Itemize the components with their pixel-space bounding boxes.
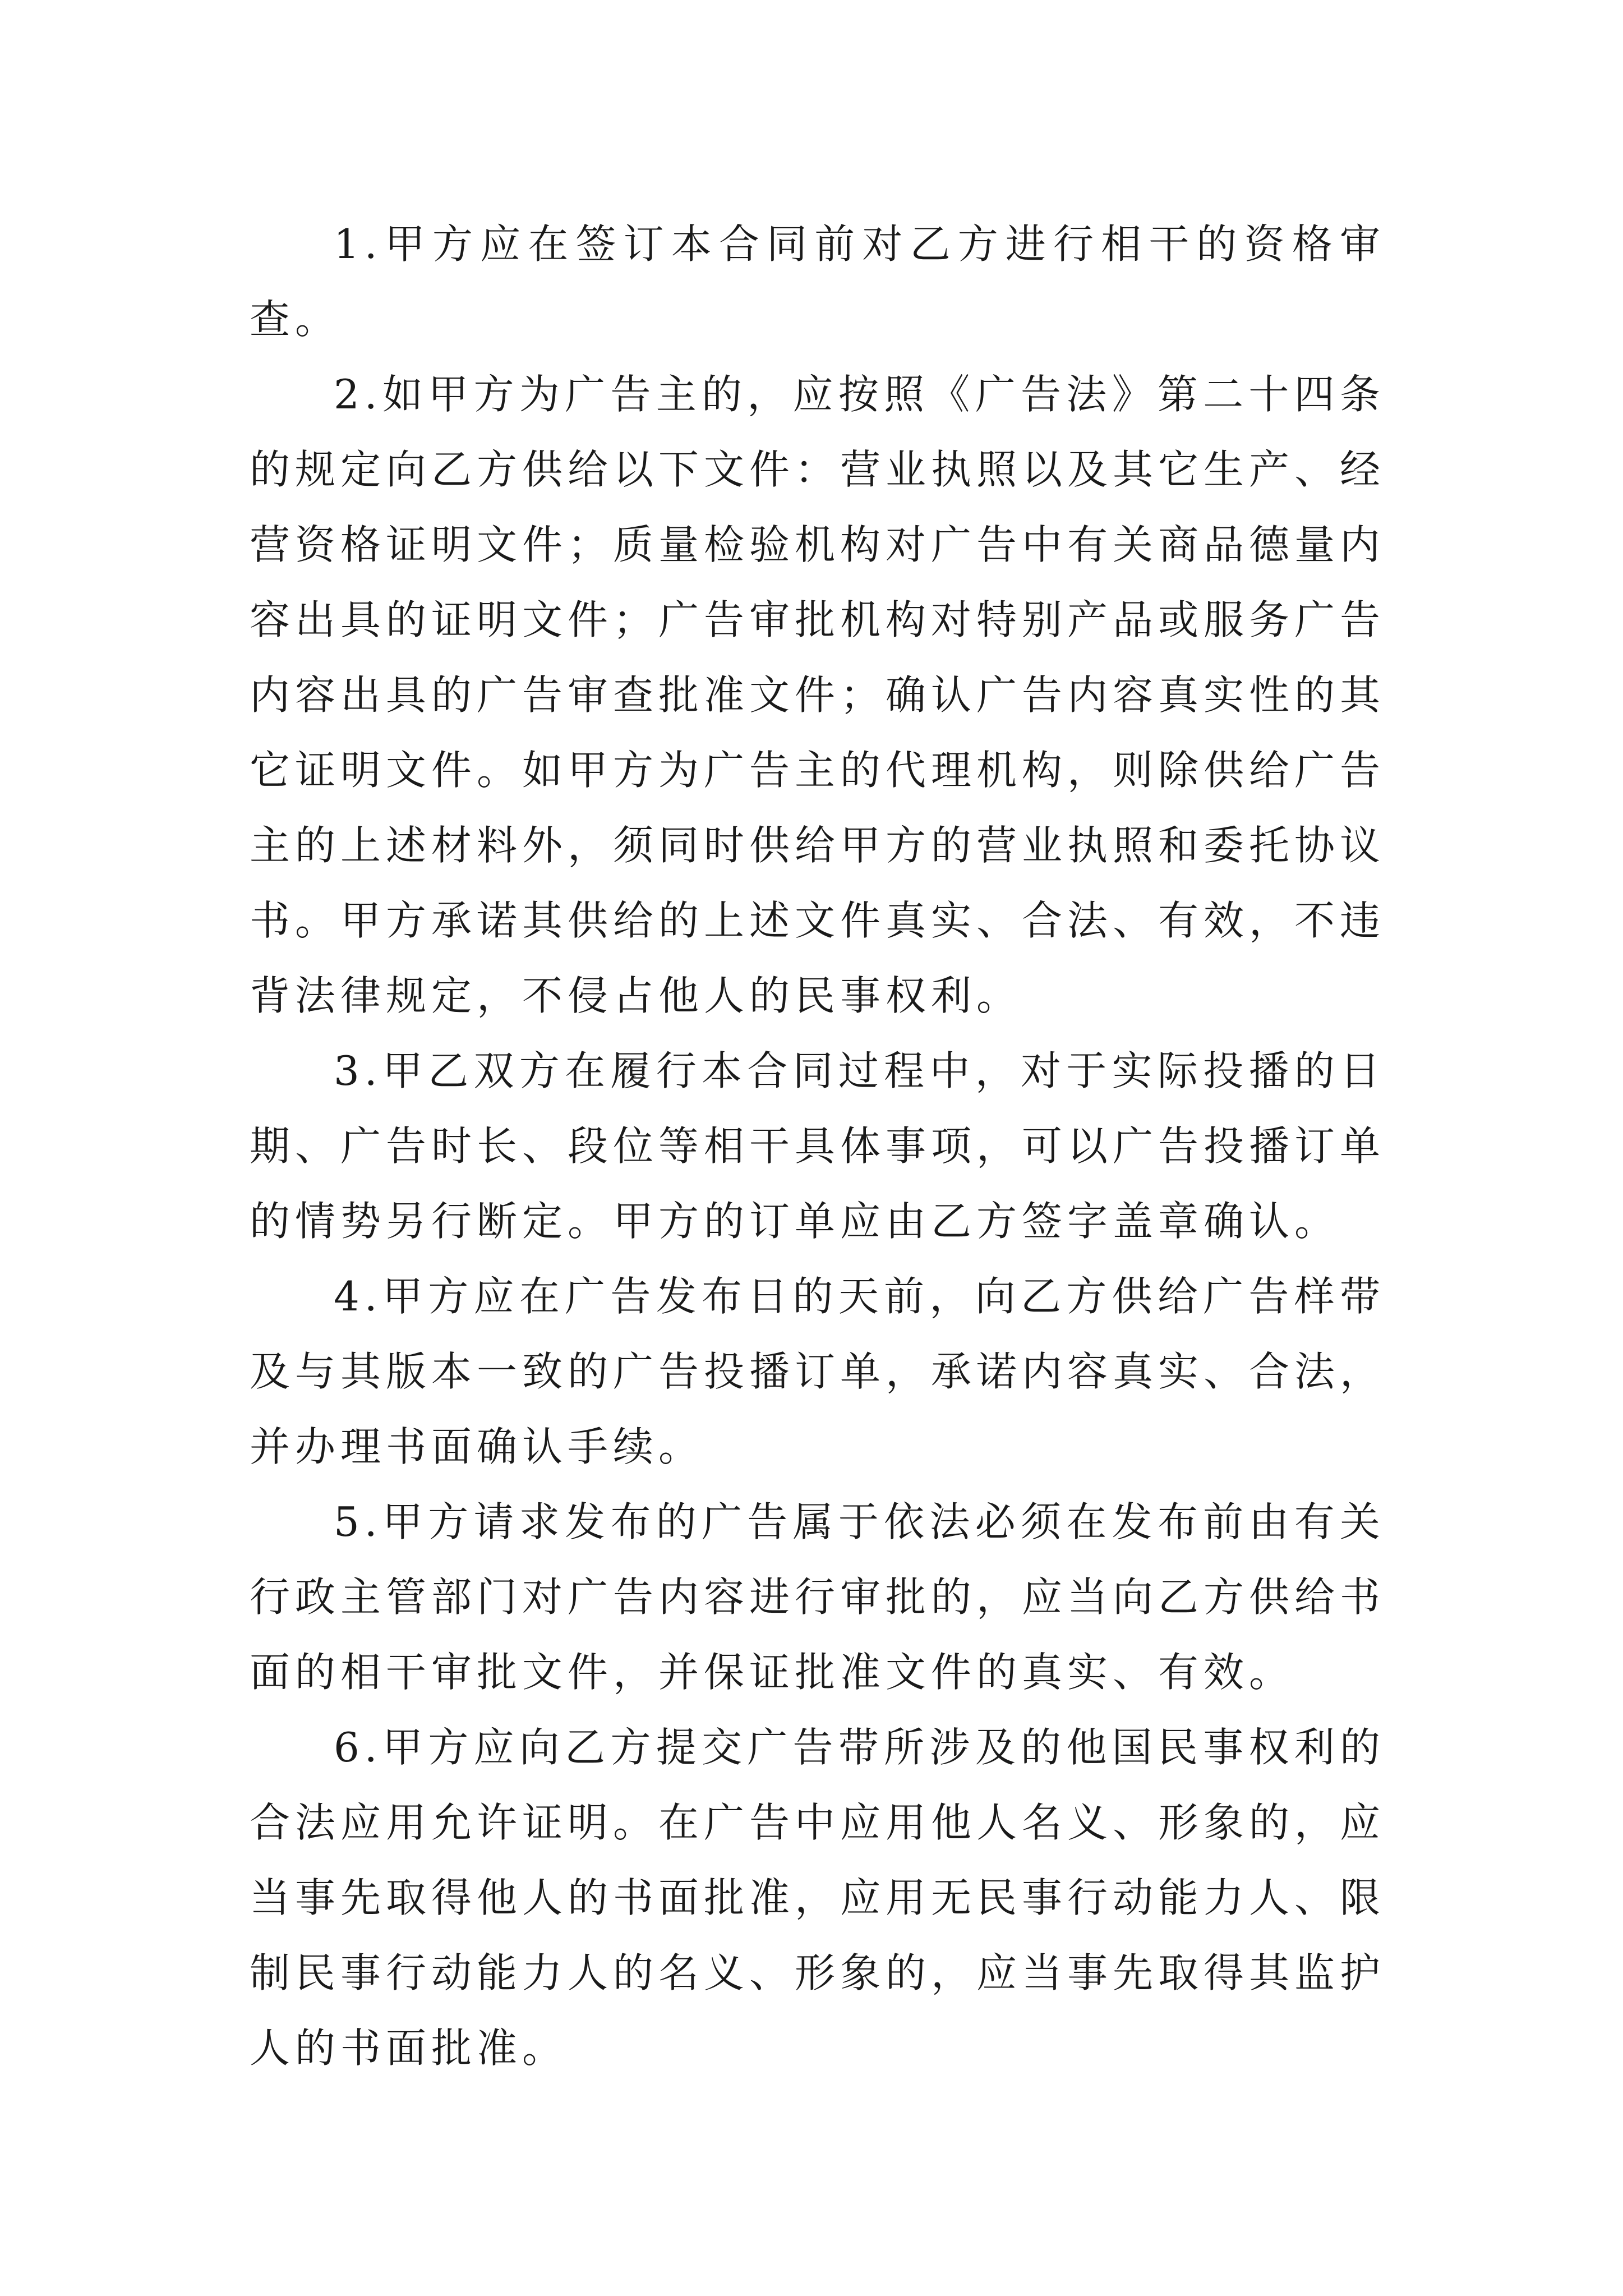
clause-4: 4.甲方应在广告发布日的天前，向乙方供给广告样带及与其版本一致的广告投播订单，承诺内容真实、合法，并办理书面确认手续。: [250, 1273, 1386, 1470]
clause-1: 1.甲方应在签订本合同前对乙方进行相干的资格审查。: [250, 220, 1385, 343]
clause-6: 6.甲方应向乙方提交广告带所涉及的他国民事权利的合法应用允许证明。在广告中应用他人名义、形象的，应当事先取得他人的书面批准，应用无民事行动能力人、限制民事行动能力人的名义、形象的，应当事先取得其监护人的书面批准。: [250, 1724, 1386, 2072]
clause-5: 5.甲方请求发布的广告属于依法必须在发布前由有关行政主管部门对广告内容进行审批的，应当向乙方供给书面的相干审批文件，并保证批准文件的真实、有效。: [250, 1498, 1386, 1696]
document-body: [250, 206, 1385, 2086]
clause-3: 3.甲乙双方在履行本合同过程中，对于实际投播的日期、广告时长、段位等相干具体事项，可以广告投播订单的情势另行断定。甲方的订单应由乙方签字盖章确认。: [250, 1047, 1386, 1245]
clause-2: 2.如甲方为广告主的，应按照《广告法》第二十四条的规定向乙方供给以下文件：营业执照以及其它生产、经营资格证明文件；质量检验机构对广告中有关商品德量内容出具的证明文件；广告审批机构对特别产品或服务广告内容出具的广告审查批准文件；确认广告内容真实性的其它证明文件。如甲方为广告主的代理机构，则除供给广告主的上述材料外，须同时供给甲方的营业执照和委托协议书。甲方承诺其供给的上述文件真实、合法、有效，不违背法律规定，不侵占他人的民事权利。: [250, 371, 1386, 1019]
